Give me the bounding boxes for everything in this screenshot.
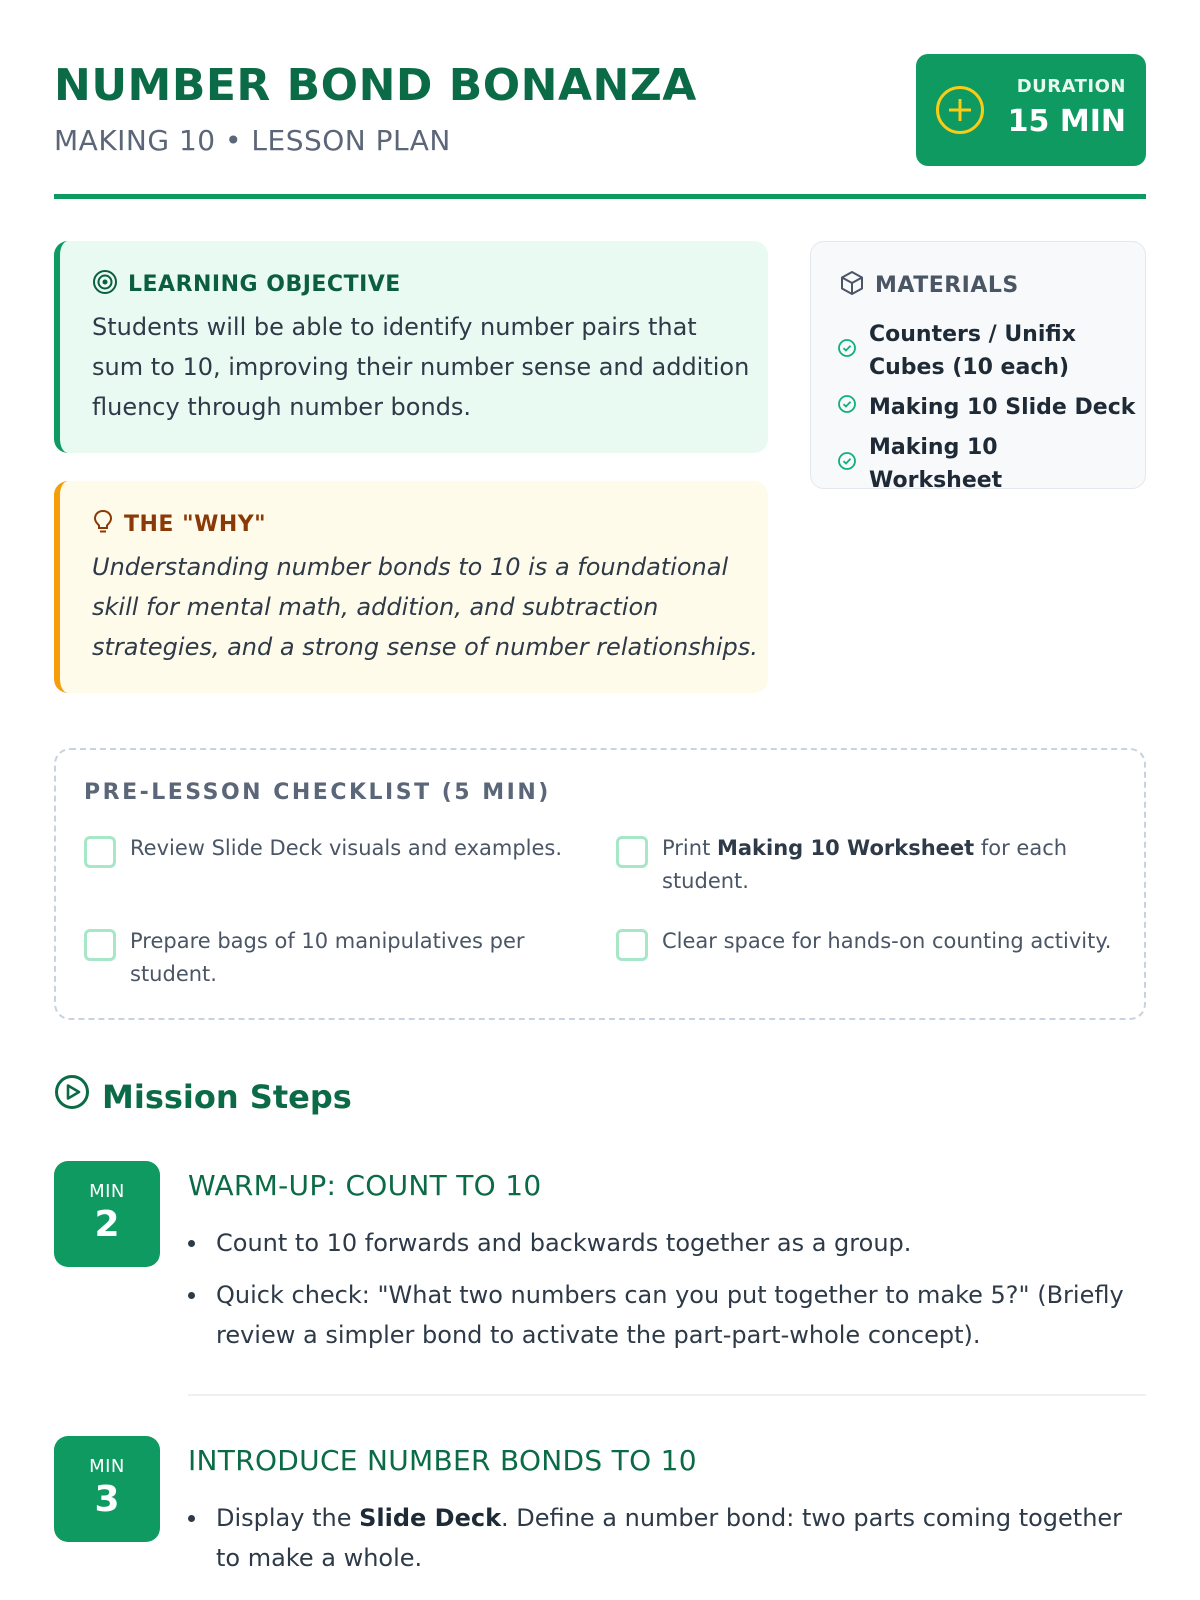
- checklist-item-text: Prepare bags of 10 manipulatives per student.: [130, 929, 525, 986]
- objective-heading-text: LEARNING OBJECTIVE: [128, 272, 401, 297]
- step-bullet-pre: Display the: [216, 1504, 360, 1532]
- material-item: [837, 391, 1137, 424]
- checklist-item-text-post: for each student.: [662, 836, 1068, 893]
- step-minutes: 2: [94, 1204, 120, 1245]
- step-bullet: [188, 1498, 1146, 1578]
- mission-steps-heading-text: Mission Steps: [102, 1078, 352, 1116]
- step-bullet: Count to 10 forwards and backwards together as a group.: [188, 1223, 1146, 1263]
- box-icon: [839, 270, 865, 302]
- why-card: [54, 481, 768, 693]
- material-item: [837, 431, 1137, 497]
- mission-steps-heading: [54, 1078, 352, 1118]
- materials-list: [837, 318, 1137, 504]
- step-bullet-post: . Define a number bond: two parts coming together to make a whole.: [216, 1504, 1123, 1572]
- target-icon: [92, 269, 118, 301]
- step-min-label: MIN: [89, 1181, 125, 1202]
- materials-card: [810, 241, 1146, 493]
- checklist-checkbox[interactable]: [84, 836, 116, 868]
- pre-lesson-checklist: [54, 748, 1146, 1020]
- checklist-item-text-bold: Making 10 Worksheet: [716, 836, 975, 860]
- step-minutes-badge: [54, 1161, 160, 1267]
- page-title: NUMBER BOND BONANZA: [54, 60, 697, 111]
- duration-label: DURATION: [1016, 76, 1126, 97]
- why-heading-text: THE "WHY": [124, 512, 267, 537]
- lesson-header: [54, 52, 1146, 202]
- why-heading: [92, 509, 266, 541]
- material-item-label: Making 10 Slide Deck: [869, 395, 1136, 420]
- material-item: [837, 318, 1137, 384]
- step-title: INTRODUCE NUMBER BONDS TO 10: [188, 1444, 697, 1477]
- duration-value: 15 MIN: [1007, 104, 1126, 139]
- materials-heading: [839, 270, 1019, 302]
- check-circle-icon: [837, 391, 857, 424]
- material-item-label: Counters / Unifix Cubes (10 each): [869, 322, 1076, 380]
- checklist-checkbox[interactable]: [616, 836, 648, 868]
- lightbulb-icon: [92, 509, 114, 541]
- step-bullets: [188, 1223, 1146, 1367]
- page-subtitle: MAKING 10 • LESSON PLAN: [54, 124, 451, 157]
- checklist-item-text: [662, 832, 1116, 898]
- why-text: Understanding number bonds to 10 is a foundational skill for mental math, addition, and subtraction strategies, and a strong sense of number relationships.: [92, 553, 758, 661]
- plus-circle-icon: [936, 86, 984, 134]
- step-title: WARM-UP: COUNT TO 10: [188, 1169, 542, 1202]
- step-bullet: Quick check: "What two numbers can you put together to make 5?" (Briefly review a simpler bond to activate the part-part-whole concept).: [188, 1275, 1146, 1355]
- checklist-item-text: Clear space for hands-on counting activity.: [662, 929, 1112, 953]
- checklist-title: PRE-LESSON CHECKLIST (5 MIN): [84, 780, 551, 805]
- step-min-label: MIN: [89, 1456, 125, 1477]
- checklist-checkbox[interactable]: [616, 929, 648, 961]
- materials-heading-text: MATERIALS: [875, 273, 1019, 298]
- check-circle-icon: [837, 448, 857, 481]
- header-divider: [54, 194, 1146, 199]
- step-bullet-bold: Slide Deck: [359, 1504, 502, 1532]
- checklist-item-text: Review Slide Deck visuals and examples.: [130, 836, 563, 860]
- check-circle-icon: [837, 335, 857, 368]
- step-bullets: [188, 1498, 1146, 1590]
- duration-badge: [916, 54, 1146, 166]
- step-minutes-badge: [54, 1436, 160, 1542]
- play-circle-icon: [54, 1074, 90, 1118]
- checklist-checkbox[interactable]: [84, 929, 116, 961]
- objective-heading: [92, 269, 401, 301]
- learning-objective-card: [54, 241, 768, 453]
- step-divider: [188, 1394, 1146, 1396]
- checklist-item-text-pre: Print: [662, 836, 717, 860]
- step-minutes: 3: [94, 1479, 120, 1520]
- objective-text: Students will be able to identify number pairs that sum to 10, improving their number sense and addition fluency through number bonds.: [92, 313, 750, 421]
- material-item-label: Making 10 Worksheet: [869, 435, 1003, 493]
